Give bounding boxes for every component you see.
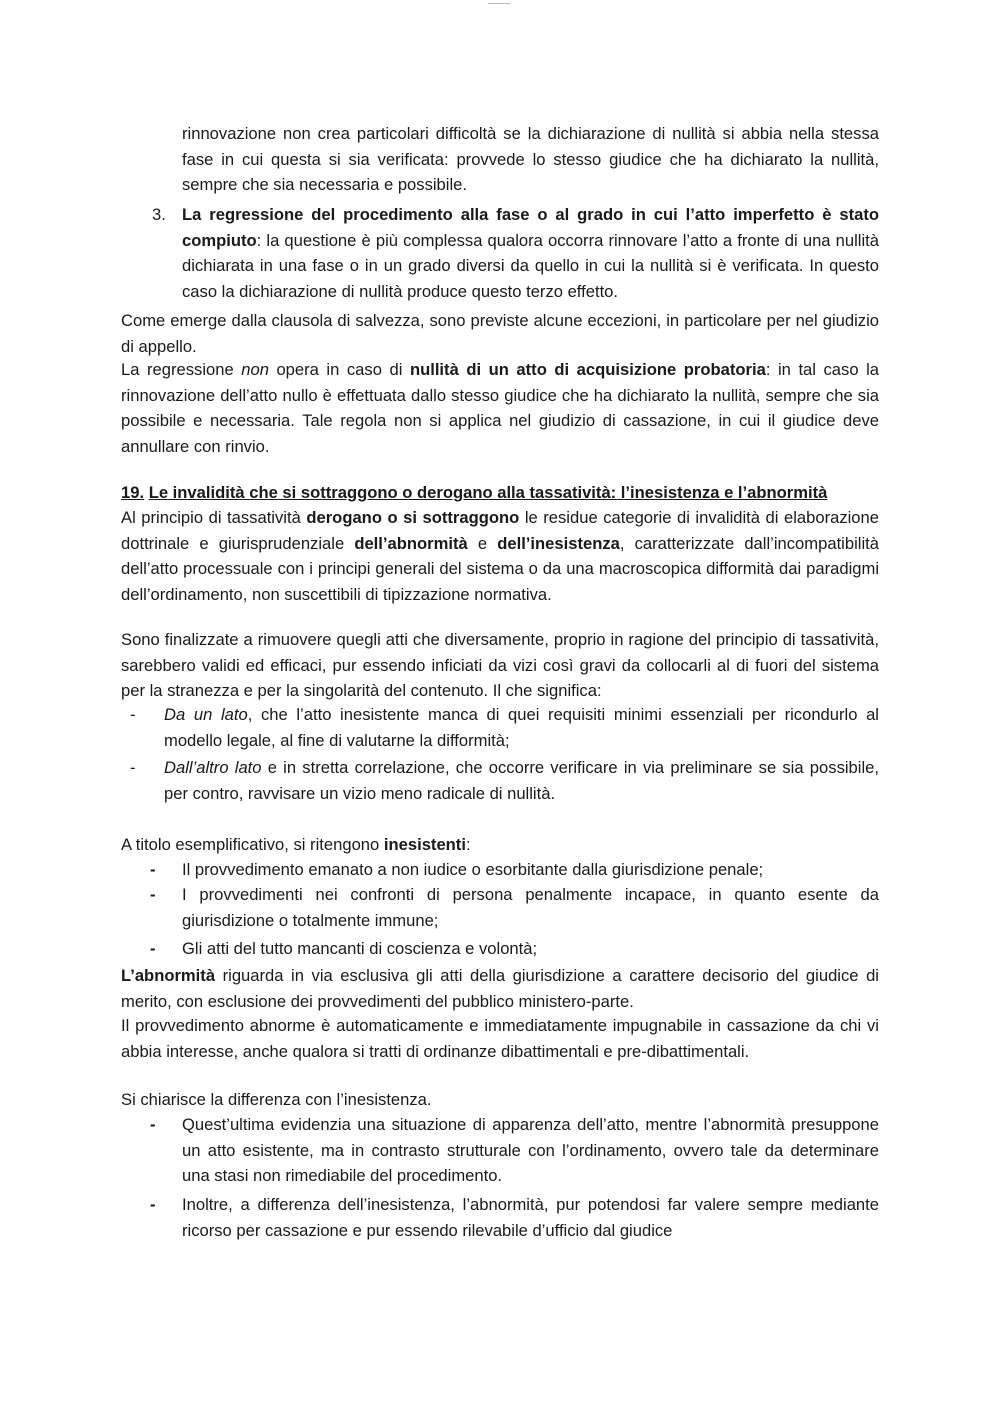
bullet-marker: - bbox=[150, 860, 156, 879]
paragraph-differenza: Si chiarisce la differenza con l’inesistenza. bbox=[121, 1090, 432, 1109]
bold-text: derogano o si sottraggono bbox=[306, 508, 520, 527]
section-heading bbox=[121, 480, 879, 506]
paragraph-principio bbox=[121, 505, 879, 607]
item-3-text: : la questione è più complessa qualora occorra rinnovare l’atto a fronte di una nullità dichiarata in una fase o in un grado diversi da quello in cui la nullità si è verificata. In questo caso la dichiarazione di nullità produce questo terzo effetto. bbox=[182, 230, 879, 301]
text: La regressione bbox=[121, 360, 242, 379]
text: e in stretta correlazione, che occorre verificare in via preliminare se sia possibile, per contro, ravvisare un vizio meno radicale di nullità. bbox=[164, 758, 879, 803]
bullet-marker: - bbox=[150, 939, 156, 958]
bullet-marker: - bbox=[150, 1115, 156, 1134]
bold-text: dell’inesistenza bbox=[497, 533, 620, 553]
text: e bbox=[467, 533, 498, 553]
italic-text: non bbox=[241, 360, 269, 379]
page-mark bbox=[488, 0, 510, 4]
bullet-marker: - bbox=[150, 885, 156, 904]
item-3-heading: La regressione del procedimento alla fase o al grado in cui l’atto imperfetto è stato compiuto bbox=[182, 205, 879, 250]
text: opera in caso di bbox=[268, 360, 410, 379]
text: , caratterizzate dall’incompatibilità dell’atto processuale con i principi generali del sistema o da una macroscopica difformità dai paradigmi dell’ordinamento, non suscettibili di tipizzazione normativa. bbox=[121, 533, 879, 604]
bold-text: inesistenti bbox=[383, 835, 466, 854]
italic-text: Dall’altro lato bbox=[164, 758, 262, 777]
paragraph-clausola: Come emerge dalla clausola di salvezza, sono previste alcune eccezioni, in particolare per nel giudizio di appello. bbox=[121, 311, 879, 356]
item-3 bbox=[182, 202, 879, 304]
text: , che l’atto inesistente manca di quei requisiti minimi essenziali per ricondurlo al modello legale, al fine di valutarne la difformità; bbox=[164, 705, 879, 750]
section-number: 19. bbox=[121, 483, 145, 502]
text: riguarda in via esclusiva gli atti della giurisdizione a carattere decisorio del giudice di merito, con esclusione dei provvedimenti del pubblico ministero-parte. bbox=[121, 966, 879, 1011]
list-item: I provvedimenti nei confronti di persona penalmente incapace, in quanto esente da giurisdizione o totalmente immune; bbox=[182, 885, 879, 930]
item-2-continuation: rinnovazione non crea particolari difficoltà se la dichiarazione di nullità si abbia nella stessa fase in cui questa si sia verificata: provvede lo stesso giudice che ha dichiarato la nullità, sempre che sia necessaria e possibile. bbox=[182, 124, 879, 194]
text: le residue categorie di invalidità di elaborazione dottrinale e giurisprudenziale bbox=[121, 508, 879, 553]
paragraph-abnormita bbox=[121, 963, 879, 1014]
list-item: Il provvedimento emanato a non iudice o esorbitante dalla giurisdizione penale; bbox=[182, 860, 764, 879]
bold-text: dell’abnormità bbox=[354, 533, 468, 553]
bold-text: L’abnormità bbox=[121, 966, 216, 985]
text: : bbox=[465, 835, 471, 854]
dash-marker: - bbox=[130, 758, 136, 777]
paragraph-provvedimento: Il provvedimento abnorme è automaticamente e immediatamente impugnabile in cassazione da chi vi abbia interesse, anche qualora si tratti di ordinanze dibattimentali e pre-dibattimentali. bbox=[121, 1016, 879, 1061]
list-item: Inoltre, a differenza dell’inesistenza, l’abnormità, pur potendosi far valere sempre mediante ricorso per cassazione e pur essendo rilevabile d’ufficio dal giudice bbox=[182, 1195, 879, 1240]
text: : in tal caso la rinnovazione dell’atto nullo è effettuata dallo stesso giudice che ha dichiarato la nullità, sempre che sia possibile e necessaria. Tale regola non si applica nel giudizio di cassazione, in cui il giudice deve annullare con rinvio. bbox=[121, 360, 880, 456]
paragraph-finalizzate: Sono finalizzate a rimuovere quegli atti che diversamente, proprio in ragione del principio di tassatività, sarebbero validi ed efficaci, pur essendo inficiati da vizi così gravi da collocarli al di fuori del sistema per la stranezza e per la singolarità del contenuto. Il che significa: bbox=[121, 630, 879, 700]
bullet-marker: - bbox=[150, 1195, 156, 1214]
text: Al principio di tassatività bbox=[121, 508, 307, 527]
paragraph-regressione bbox=[121, 357, 879, 459]
paragraph-titolo bbox=[121, 832, 879, 858]
section-title: Le invalidità che si sottraggono o derogano alla tassatività: l’inesistenza e l’abnormità bbox=[148, 483, 828, 502]
dash-marker: - bbox=[130, 705, 136, 724]
list-item: Quest’ultima evidenzia una situazione di apparenza dell’atto, mentre l’abnormità presuppone un atto esistente, ma in contrasto strutturale con l’ordinamento, ovvero tale da determinare una stasi non rimediabile del procedimento. bbox=[182, 1115, 879, 1185]
text: A titolo esemplificativo, si ritengono bbox=[121, 835, 384, 854]
dash-item bbox=[164, 755, 879, 806]
list-item: Gli atti del tutto mancanti di coscienza e volontà; bbox=[182, 939, 538, 958]
bold-text: nullità di un atto di acquisizione probatoria bbox=[409, 360, 766, 379]
italic-text: Da un lato bbox=[164, 705, 248, 724]
dash-item bbox=[164, 702, 879, 753]
item-3-number: 3. bbox=[152, 205, 166, 224]
